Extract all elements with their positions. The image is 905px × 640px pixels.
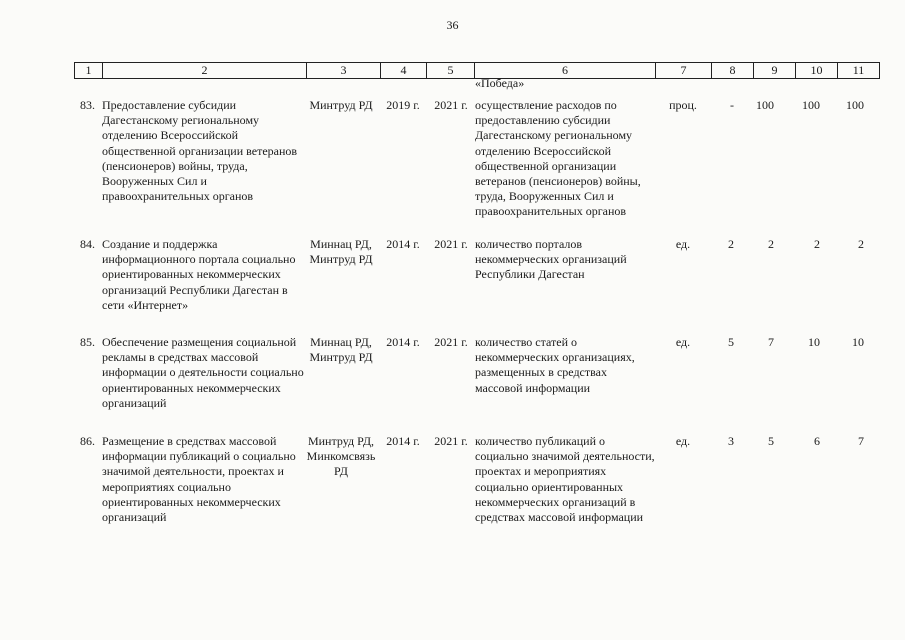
unit: ед. bbox=[675, 335, 691, 349]
executor: Миннац РД, Минтруд РД bbox=[309, 335, 373, 365]
indicator: количество публикаций о социально значимой деятельности, проектах и мероприятиях социально ориентированных некоммерческих организаций в средствах массовой информации bbox=[475, 434, 655, 525]
row-number: 85. bbox=[80, 335, 95, 349]
page-number: 36 bbox=[446, 18, 459, 32]
continuation-text: «Победа» bbox=[475, 76, 525, 90]
value-col-11: 2 bbox=[858, 237, 864, 251]
column-number: 3 bbox=[307, 63, 381, 79]
column-number: 8 bbox=[712, 63, 754, 79]
value-col-8: 3 bbox=[728, 434, 734, 448]
value-col-9: 2 bbox=[768, 237, 774, 251]
start-year: 2014 г. bbox=[386, 434, 420, 448]
row-number: 84. bbox=[80, 237, 95, 251]
column-number: 1 bbox=[75, 63, 103, 79]
indicator: осуществление расходов по предоставлению субсидии Дагестанскому региональному отделению Всероссийской общественной организации ветеранов (пенсионеров) войны, труда, Вооруженных Сил и правоохранительных органов bbox=[475, 98, 641, 219]
measure-name: Создание и поддержка информационного портала социально ориентированных некоммерческих организаций Республики Дагестан в сети «Интернет» bbox=[102, 237, 296, 312]
column-number: 7 bbox=[656, 63, 712, 79]
start-year: 2019 г. bbox=[386, 98, 420, 112]
row-number: 86. bbox=[80, 434, 95, 448]
measure-name: Предоставление субсидии Дагестанскому региональному отделению Всероссийской общественной организации ветеранов (пенсионеров) войны, труда, Вооруженных Сил и правоохранительных органов bbox=[102, 98, 298, 204]
value-col-10: 10 bbox=[808, 335, 820, 349]
value-col-9: 7 bbox=[768, 335, 774, 349]
value-col-11: 7 bbox=[858, 434, 864, 448]
column-number: 5 bbox=[427, 63, 475, 79]
column-number: 6 bbox=[475, 63, 656, 79]
executor: Минтруд РД, Минкомсвязь РД bbox=[306, 434, 376, 479]
end-year: 2021 г. bbox=[434, 237, 468, 251]
value-col-10: 100 bbox=[802, 98, 820, 112]
column-number: 4 bbox=[381, 63, 427, 79]
value-col-8: 2 bbox=[728, 237, 734, 251]
end-year: 2021 г. bbox=[434, 98, 468, 112]
unit: проц. bbox=[669, 98, 697, 112]
unit: ед. bbox=[675, 434, 691, 448]
executor: Минтруд РД bbox=[309, 98, 373, 112]
value-col-10: 2 bbox=[814, 237, 820, 251]
value-col-8: - bbox=[730, 98, 734, 112]
value-col-10: 6 bbox=[814, 434, 820, 448]
end-year: 2021 г. bbox=[434, 434, 468, 448]
start-year: 2014 г. bbox=[386, 237, 420, 251]
end-year: 2021 г. bbox=[434, 335, 468, 349]
value-col-8: 5 bbox=[728, 335, 734, 349]
indicator: количество статей о некоммерческих организациях, размещенных в средствах массовой информации bbox=[475, 335, 635, 395]
value-col-9: 5 bbox=[768, 434, 774, 448]
column-number: 2 bbox=[103, 63, 307, 79]
row-number: 83. bbox=[80, 98, 95, 112]
column-number: 10 bbox=[796, 63, 838, 79]
column-number: 11 bbox=[838, 63, 880, 79]
start-year: 2014 г. bbox=[386, 335, 420, 349]
column-number: 9 bbox=[754, 63, 796, 79]
measure-name: Обеспечение размещения социальной рекламы в средствах массовой информации о деятельности социально ориентированных некоммерческих организаций bbox=[102, 335, 304, 410]
value-col-9: 100 bbox=[756, 98, 774, 112]
value-col-11: 10 bbox=[852, 335, 864, 349]
measure-name: Размещение в средствах массовой информации публикаций о социально значимой деятельности, проектах и мероприятиях социально ориентированных некоммерческих организаций bbox=[102, 434, 296, 525]
unit: ед. bbox=[675, 237, 691, 251]
value-col-11: 100 bbox=[846, 98, 864, 112]
indicator: количество порталов некоммерческих организаций Республики Дагестан bbox=[475, 237, 627, 282]
executor: Миннац РД, Минтруд РД bbox=[309, 237, 373, 267]
